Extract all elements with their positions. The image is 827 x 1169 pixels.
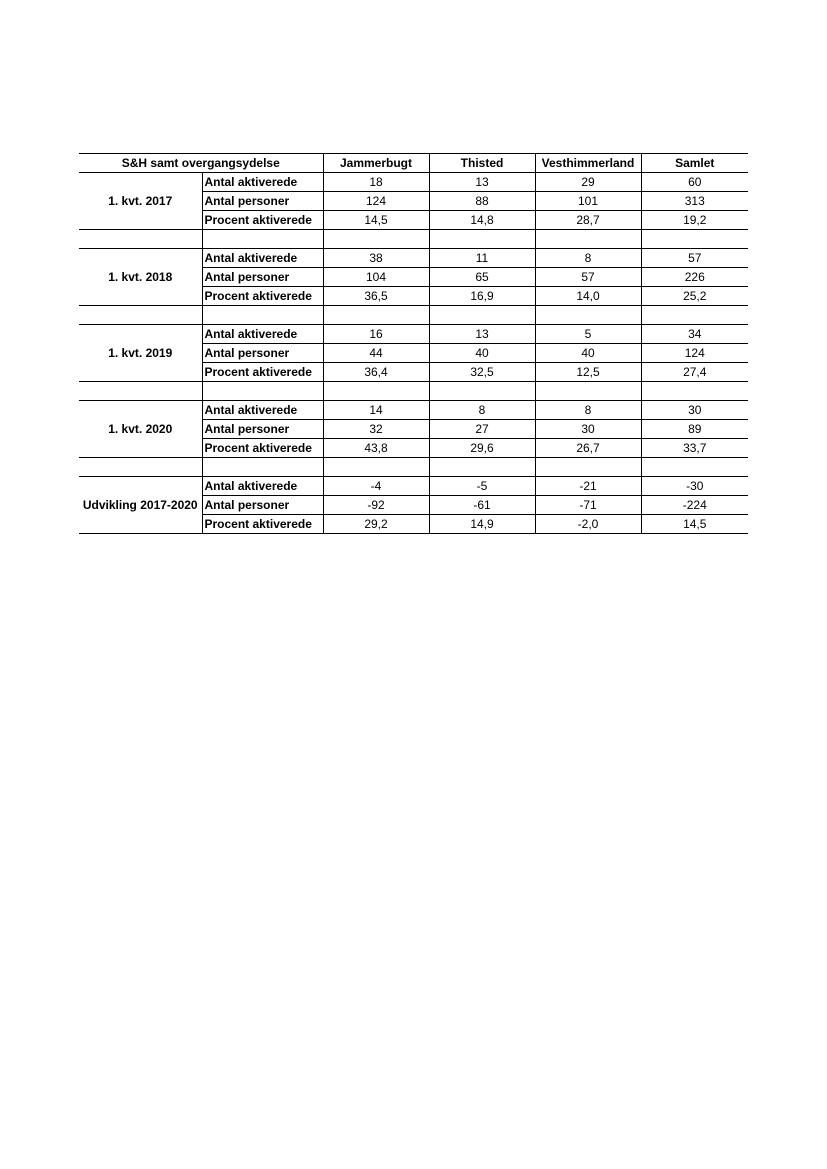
metric-label: Procent aktiverede xyxy=(202,515,323,534)
metric-label: Antal aktiverede xyxy=(202,325,323,344)
metric-label: Antal personer xyxy=(202,496,323,515)
value-cell: 8 xyxy=(535,401,641,420)
value-cell: 104 xyxy=(323,268,429,287)
table-row xyxy=(79,325,748,344)
value-cell: 13 xyxy=(429,325,535,344)
empty-cell xyxy=(323,230,429,249)
value-cell: 124 xyxy=(323,192,429,211)
value-cell: 19,2 xyxy=(641,211,748,230)
value-cell: -2,0 xyxy=(535,515,641,534)
empty-cell xyxy=(79,458,202,477)
empty-cell xyxy=(429,306,535,325)
value-cell: 32,5 xyxy=(429,363,535,382)
header-title: S&H samt overgangsydelse xyxy=(79,154,323,173)
spacer-row xyxy=(79,306,748,325)
table-body xyxy=(79,173,748,534)
value-cell: 44 xyxy=(323,344,429,363)
value-cell: 26,7 xyxy=(535,439,641,458)
header-vesthimmerland: Vesthimmerland xyxy=(535,154,641,173)
value-cell: -21 xyxy=(535,477,641,496)
value-cell: 60 xyxy=(641,173,748,192)
value-cell: 14,5 xyxy=(641,515,748,534)
metric-label: Procent aktiverede xyxy=(202,287,323,306)
value-cell: 65 xyxy=(429,268,535,287)
metric-label: Antal aktiverede xyxy=(202,477,323,496)
value-cell: 40 xyxy=(429,344,535,363)
value-cell: 57 xyxy=(535,268,641,287)
value-cell: 14 xyxy=(323,401,429,420)
value-cell: 40 xyxy=(535,344,641,363)
value-cell: 38 xyxy=(323,249,429,268)
value-cell: 29,2 xyxy=(323,515,429,534)
value-cell: 27 xyxy=(429,420,535,439)
empty-cell xyxy=(429,382,535,401)
table-row xyxy=(79,173,748,192)
metric-label: Antal aktiverede xyxy=(202,401,323,420)
value-cell: 12,5 xyxy=(535,363,641,382)
header-thisted: Thisted xyxy=(429,154,535,173)
value-cell: -4 xyxy=(323,477,429,496)
group-label: 1. kvt. 2020 xyxy=(79,401,202,458)
value-cell: 36,5 xyxy=(323,287,429,306)
empty-cell xyxy=(202,230,323,249)
header-samlet: Samlet xyxy=(641,154,748,173)
value-cell: 8 xyxy=(535,249,641,268)
empty-cell xyxy=(323,458,429,477)
value-cell: 14,8 xyxy=(429,211,535,230)
value-cell: 57 xyxy=(641,249,748,268)
empty-cell xyxy=(641,382,748,401)
header-row xyxy=(79,154,748,173)
empty-cell xyxy=(323,382,429,401)
spacer-row xyxy=(79,382,748,401)
value-cell: -92 xyxy=(323,496,429,515)
empty-cell xyxy=(535,382,641,401)
metric-label: Antal personer xyxy=(202,344,323,363)
group-label: 1. kvt. 2018 xyxy=(79,249,202,306)
value-cell: 18 xyxy=(323,173,429,192)
value-cell: 89 xyxy=(641,420,748,439)
table-row xyxy=(79,477,748,496)
value-cell: -5 xyxy=(429,477,535,496)
group-label: 1. kvt. 2017 xyxy=(79,173,202,230)
empty-cell xyxy=(79,230,202,249)
empty-cell xyxy=(535,306,641,325)
metric-label: Procent aktiverede xyxy=(202,439,323,458)
value-cell: 29 xyxy=(535,173,641,192)
empty-cell xyxy=(641,458,748,477)
empty-cell xyxy=(535,230,641,249)
value-cell: 124 xyxy=(641,344,748,363)
value-cell: -71 xyxy=(535,496,641,515)
empty-cell xyxy=(79,382,202,401)
empty-cell xyxy=(202,458,323,477)
value-cell: 313 xyxy=(641,192,748,211)
empty-cell xyxy=(429,230,535,249)
metric-label: Antal personer xyxy=(202,268,323,287)
metric-label: Antal personer xyxy=(202,420,323,439)
empty-cell xyxy=(429,458,535,477)
activation-table xyxy=(79,153,748,534)
value-cell: 43,8 xyxy=(323,439,429,458)
value-cell: 5 xyxy=(535,325,641,344)
value-cell: 14,9 xyxy=(429,515,535,534)
metric-label: Antal aktiverede xyxy=(202,249,323,268)
table-row xyxy=(79,401,748,420)
value-cell: 27,4 xyxy=(641,363,748,382)
spacer-row xyxy=(79,230,748,249)
group-label: 1. kvt. 2019 xyxy=(79,325,202,382)
table-row xyxy=(79,249,748,268)
metric-label: Antal personer xyxy=(202,192,323,211)
activation-table-container xyxy=(79,153,748,534)
value-cell: 16,9 xyxy=(429,287,535,306)
value-cell: 32 xyxy=(323,420,429,439)
value-cell: 16 xyxy=(323,325,429,344)
value-cell: -224 xyxy=(641,496,748,515)
header-jammerbugt: Jammerbugt xyxy=(323,154,429,173)
value-cell: 36,4 xyxy=(323,363,429,382)
empty-cell xyxy=(535,458,641,477)
value-cell: 30 xyxy=(535,420,641,439)
value-cell: 30 xyxy=(641,401,748,420)
value-cell: 28,7 xyxy=(535,211,641,230)
value-cell: 33,7 xyxy=(641,439,748,458)
empty-cell xyxy=(641,306,748,325)
metric-label: Procent aktiverede xyxy=(202,211,323,230)
empty-cell xyxy=(79,306,202,325)
empty-cell xyxy=(202,306,323,325)
value-cell: 101 xyxy=(535,192,641,211)
empty-cell xyxy=(641,230,748,249)
metric-label: Antal aktiverede xyxy=(202,173,323,192)
value-cell: 88 xyxy=(429,192,535,211)
value-cell: 8 xyxy=(429,401,535,420)
value-cell: -61 xyxy=(429,496,535,515)
value-cell: 29,6 xyxy=(429,439,535,458)
value-cell: 226 xyxy=(641,268,748,287)
empty-cell xyxy=(202,382,323,401)
value-cell: 14,0 xyxy=(535,287,641,306)
value-cell: 34 xyxy=(641,325,748,344)
value-cell: 11 xyxy=(429,249,535,268)
empty-cell xyxy=(323,306,429,325)
metric-label: Procent aktiverede xyxy=(202,363,323,382)
group-label: Udvikling 2017-2020 xyxy=(79,477,202,534)
spacer-row xyxy=(79,458,748,477)
value-cell: 13 xyxy=(429,173,535,192)
value-cell: 14,5 xyxy=(323,211,429,230)
value-cell: -30 xyxy=(641,477,748,496)
value-cell: 25,2 xyxy=(641,287,748,306)
